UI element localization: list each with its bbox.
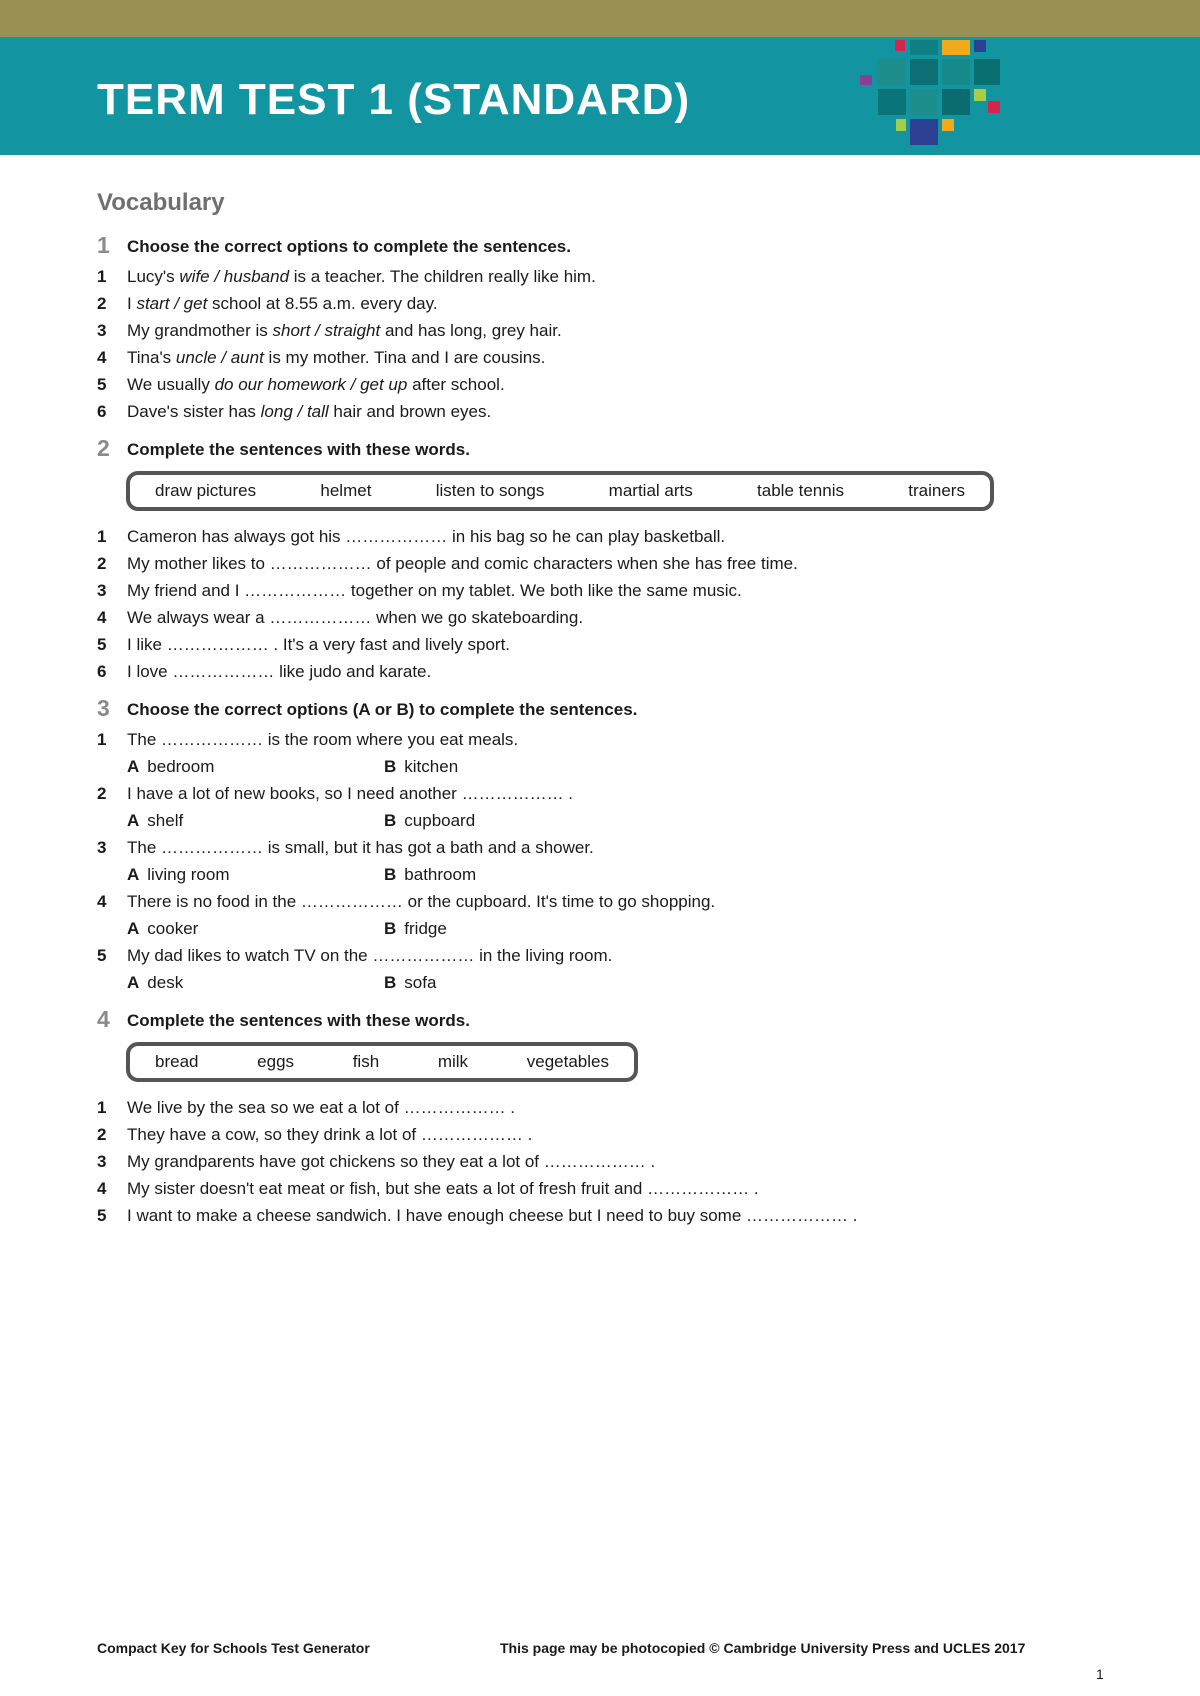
question-number: 3	[97, 838, 107, 857]
option-letter: B	[384, 865, 397, 884]
question-number: 6	[97, 662, 107, 681]
answer-blank[interactable]: ………………	[244, 581, 347, 600]
question-text: is a teacher. The children really like him.	[289, 267, 596, 286]
question-text: in his bag so he can play basketball.	[447, 527, 726, 546]
answer-blank[interactable]: ………………	[300, 892, 403, 911]
question-number: 6	[97, 402, 107, 421]
question-text: We live by the sea so we eat a lot of	[127, 1098, 404, 1117]
question-text: of people and comic characters when she has free time.	[371, 554, 798, 573]
option-choice[interactable]: long / tall	[260, 402, 329, 421]
option-text: sofa	[404, 973, 437, 992]
option-choice[interactable]: start / get	[136, 294, 208, 313]
question-number: 1	[97, 527, 107, 546]
option-text: cupboard	[404, 811, 476, 830]
answer-options	[97, 861, 1107, 888]
question-text: .	[505, 1098, 516, 1117]
exercise-2	[97, 435, 1107, 685]
option-letter: A	[127, 811, 140, 830]
question-item	[97, 1148, 1107, 1175]
option-b[interactable]	[384, 915, 447, 942]
word-box-item: draw pictures	[155, 481, 257, 500]
question-number: 5	[97, 1206, 107, 1225]
option-letter: B	[384, 919, 397, 938]
question-text: when we go skateboarding.	[371, 608, 584, 627]
exercise-3	[97, 695, 1107, 996]
question-text: is small, but it has got a bath and a shower.	[263, 838, 594, 857]
question-text: in the living room.	[474, 946, 613, 965]
question-text: like judo and karate.	[274, 662, 432, 681]
question-text: My dad likes to watch TV on the	[127, 946, 373, 965]
option-letter: B	[384, 757, 397, 776]
question-text: is the room where you eat meals.	[263, 730, 519, 749]
word-box-item: table tennis	[757, 481, 844, 500]
question-item	[97, 371, 1107, 398]
exercise-instruction: Complete the sentences with these words.	[127, 1011, 470, 1030]
answer-options	[97, 969, 1107, 996]
option-letter: A	[127, 865, 140, 884]
question-item	[97, 1175, 1107, 1202]
question-number: 2	[97, 784, 107, 803]
option-text: fridge	[404, 919, 447, 938]
option-text: cooker	[147, 919, 199, 938]
answer-options	[97, 807, 1107, 834]
option-letter: B	[384, 811, 397, 830]
question-text: together on my tablet. We both like the same music.	[346, 581, 742, 600]
option-a[interactable]	[127, 753, 214, 780]
question-text: .	[563, 784, 574, 803]
question-number: 5	[97, 946, 107, 965]
word-box	[126, 471, 994, 511]
answer-blank[interactable]: ………………	[161, 730, 264, 749]
question-item	[97, 834, 1107, 861]
answer-blank[interactable]: ………………	[403, 1098, 506, 1117]
answer-blank[interactable]: ………………	[543, 1152, 646, 1171]
question-text: My mother likes to	[127, 554, 270, 573]
option-text: living room	[147, 865, 230, 884]
question-number: 5	[97, 375, 107, 394]
option-b[interactable]	[384, 807, 475, 834]
option-a[interactable]	[127, 861, 229, 888]
question-text: We always wear a	[127, 608, 270, 627]
footer-left: Compact Key for Schools Test Generator	[97, 1640, 370, 1656]
question-text: .	[848, 1206, 858, 1225]
question-text: My friend and I	[127, 581, 245, 600]
option-text: desk	[147, 973, 184, 992]
option-choice[interactable]: uncle / aunt	[175, 348, 264, 367]
question-text: hair and brown eyes.	[328, 402, 492, 421]
question-text: . It's a very fast and lively sport.	[268, 635, 511, 654]
answer-blank[interactable]: ………………	[420, 1125, 523, 1144]
word-box	[126, 1042, 638, 1082]
question-item	[97, 888, 1107, 915]
question-item	[97, 604, 1107, 631]
question-number: 3	[97, 581, 107, 600]
exercise-1	[97, 232, 1107, 425]
question-item	[97, 523, 1107, 550]
question-text: or the cupboard. It's time to go shopping.	[402, 892, 716, 911]
question-item	[97, 1202, 1107, 1229]
question-number: 4	[97, 1179, 107, 1198]
question-text: .	[522, 1125, 533, 1144]
word-box-item: milk	[437, 1052, 469, 1071]
question-text: after school.	[407, 375, 505, 394]
question-number: 3	[97, 1152, 107, 1171]
question-number: 1	[97, 267, 107, 286]
question-item	[97, 780, 1107, 807]
question-item	[97, 1094, 1107, 1121]
question-number: 3	[97, 321, 107, 340]
question-item	[97, 550, 1107, 577]
question-item	[97, 317, 1107, 344]
question-text: I love	[127, 662, 173, 681]
exercise-header	[97, 232, 1107, 262]
option-b[interactable]	[384, 861, 476, 888]
question-number: 1	[97, 1098, 107, 1117]
question-text: and has long, grey hair.	[380, 321, 562, 340]
question-number: 2	[97, 1125, 107, 1144]
option-letter: B	[384, 973, 397, 992]
option-choice[interactable]: wife / husband	[179, 267, 290, 286]
question-item	[97, 344, 1107, 371]
option-text: bathroom	[404, 865, 477, 884]
question-text: I	[127, 294, 137, 313]
test-content	[97, 186, 1107, 1229]
question-text: I have a lot of new books, so I need another	[127, 784, 462, 803]
exercise-header	[97, 695, 1107, 725]
question-text: Lucy's	[127, 267, 180, 286]
question-text: The	[127, 730, 162, 749]
word-box-item: listen to songs	[435, 481, 545, 500]
option-letter: A	[127, 757, 140, 776]
question-text: There is no food in the	[127, 892, 301, 911]
question-item	[97, 577, 1107, 604]
answer-blank[interactable]: ………………	[172, 662, 275, 681]
answer-blank[interactable]: ………………	[372, 946, 475, 965]
question-text: .	[645, 1152, 656, 1171]
question-text: The	[127, 838, 162, 857]
footer-right: This page may be photocopied © Cambridge University Press and UCLES 2017	[500, 1640, 1026, 1656]
exercise-header	[97, 1006, 1107, 1036]
question-text: My grandmother is	[127, 321, 273, 340]
answer-blank[interactable]: ………………	[647, 1179, 750, 1198]
word-box-item: martial arts	[608, 481, 693, 500]
question-text: I want to make a cheese sandwich. I have enough cheese but I need to buy some	[127, 1206, 747, 1225]
option-choice[interactable]: do our homework / get up	[214, 375, 408, 394]
question-number: 4	[97, 348, 107, 367]
question-text: school at 8.55 a.m. every day.	[207, 294, 438, 313]
question-text: We usually	[127, 375, 215, 394]
answer-blank[interactable]: ………………	[161, 838, 264, 857]
option-choice[interactable]: short / straight	[272, 321, 381, 340]
question-text: Cameron has always got his	[127, 527, 346, 546]
option-text: bedroom	[147, 757, 215, 776]
question-text: They have a cow, so they drink a lot of	[127, 1125, 421, 1144]
question-item	[97, 942, 1107, 969]
option-text: kitchen	[404, 757, 459, 776]
word-box-item: bread	[155, 1052, 199, 1071]
exercise-instruction: Choose the correct options to complete the sentences.	[127, 237, 571, 256]
option-a[interactable]	[127, 969, 183, 996]
answer-blank[interactable]: ………………	[746, 1206, 849, 1225]
header-top-band	[0, 0, 1200, 37]
word-box-item: trainers	[908, 481, 965, 500]
page-title: TERM TEST 1 (STANDARD)	[97, 75, 691, 124]
question-item	[97, 658, 1107, 685]
question-item	[97, 398, 1107, 425]
option-a[interactable]	[127, 915, 198, 942]
exercise-number: 1	[97, 232, 110, 258]
question-number: 5	[97, 635, 107, 654]
question-item	[97, 263, 1107, 290]
section-heading: Vocabulary	[97, 189, 225, 216]
question-text: is my mother. Tina and I are cousins.	[263, 348, 546, 367]
question-number: 1	[97, 730, 107, 749]
question-item	[97, 631, 1107, 658]
answer-blank[interactable]: ………………	[269, 554, 372, 573]
question-text: My grandparents have got chickens so they eat a lot of	[127, 1152, 544, 1171]
question-text: I like	[127, 635, 167, 654]
answer-blank[interactable]: ………………	[166, 635, 269, 654]
answer-options	[97, 753, 1107, 780]
option-letter: A	[127, 919, 140, 938]
exercise-header	[97, 435, 1107, 465]
exercise-number: 2	[97, 435, 110, 461]
answer-blank[interactable]: ………………	[461, 784, 564, 803]
exercise-number: 3	[97, 695, 110, 721]
option-letter: A	[127, 973, 140, 992]
exercise-4	[97, 1006, 1107, 1229]
word-box-item: helmet	[320, 481, 372, 500]
question-text: My sister doesn't eat meat or fish, but she eats a lot of fresh fruit and	[127, 1179, 648, 1198]
answer-blank[interactable]: ………………	[269, 608, 372, 627]
question-item	[97, 290, 1107, 317]
question-item	[97, 1121, 1107, 1148]
page-number: 1	[1096, 1666, 1104, 1682]
option-b[interactable]	[384, 753, 458, 780]
question-text: .	[749, 1179, 759, 1198]
option-b[interactable]	[384, 969, 436, 996]
answer-options	[97, 915, 1107, 942]
question-number: 4	[97, 892, 107, 911]
word-box-item: eggs	[257, 1052, 295, 1071]
question-text: Dave's sister has	[127, 402, 261, 421]
option-text: shelf	[147, 811, 184, 830]
exercise-instruction: Complete the sentences with these words.	[127, 440, 470, 459]
question-number: 2	[97, 554, 107, 573]
question-number: 4	[97, 608, 107, 627]
question-number: 2	[97, 294, 107, 313]
exercise-instruction: Choose the correct options (A or B) to complete the sentences.	[127, 700, 638, 719]
option-a[interactable]	[127, 807, 183, 834]
word-box-item: vegetables	[526, 1052, 609, 1071]
exercise-number: 4	[97, 1006, 110, 1032]
word-box-item: fish	[352, 1052, 380, 1071]
question-text: Tina's	[127, 348, 176, 367]
answer-blank[interactable]: ………………	[345, 527, 448, 546]
question-item	[97, 726, 1107, 753]
